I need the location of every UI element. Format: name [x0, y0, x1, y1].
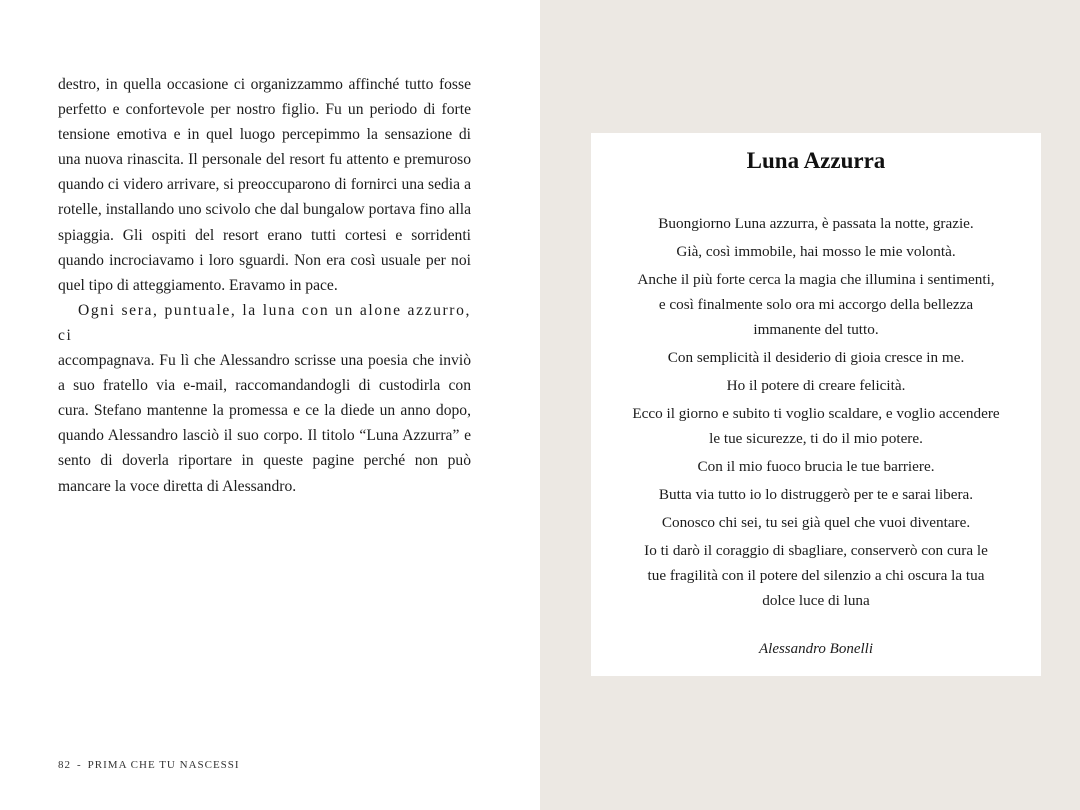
poem-stanza: [591, 401, 1041, 451]
poem-stanza: [591, 267, 1041, 342]
poem-lines: [591, 211, 1041, 616]
poem-line: tue fragilità con il potere del silenzio a chi oscura la tua: [647, 567, 985, 584]
poem-stanza: [591, 239, 1041, 264]
paragraph-2-rest: accompagnava. Fu lì che Alessandro scrisse una poesia che inviò a suo fratello via e-mail, raccomandandogli di custodirla con cura. Stefano mantenne la promessa e ce la diede un anno dopo, quando Alessandro lasciò il suo corpo. Il titolo “Luna Azzurra” e sento di doverla riportare in queste pagine perché non può mancare la voce diretta di Alessandro.: [58, 352, 471, 495]
poem-line: Con il mio fuoco brucia le tue barriere.: [697, 458, 935, 475]
poem-author: Alessandro Bonelli: [758, 641, 874, 657]
running-title: PRIMA CHE TU NASCESSI: [87, 759, 240, 771]
poem-line: Conosco chi sei, tu sei già quel che vuoi diventare.: [661, 514, 971, 531]
page-number: 82: [58, 759, 71, 771]
poem-line: Ho il potere di creare felicità.: [726, 377, 906, 394]
poem-card: [591, 133, 1041, 676]
poem-title: Luna Azzurra: [746, 148, 886, 173]
poem-stanza: [591, 538, 1041, 613]
poem-stanza: [591, 482, 1041, 507]
poem-line: Io ti darò il coraggio di sbagliare, conserverò con cura le: [644, 542, 988, 559]
poem-line: Con semplicità il desiderio di gioia cresce in me.: [667, 349, 965, 366]
poem-line: Ecco il giorno e subito ti voglio scaldare, e voglio accendere: [632, 405, 1000, 422]
poem-line: Anche il più forte cerca la magia che illumina i sentimenti,: [637, 271, 995, 288]
poem-line: le tue sicurezze, ti do il mio potere.: [709, 430, 923, 447]
footer-separator: -: [77, 759, 82, 771]
poem-line: Già, così immobile, hai mosso le mie volontà.: [676, 243, 956, 260]
poem-line: Buongiorno Luna azzurra, è passata la notte, grazie.: [658, 215, 974, 232]
body-text: [58, 72, 471, 499]
poem-line: dolce luce di luna: [762, 592, 870, 609]
poem-line: Butta via tutto io lo distruggerò per te e sarai libera.: [658, 486, 974, 503]
paragraph-1: destro, in quella occasione ci organizzammo affinché tutto fosse perfetto e confortevole per nostro figlio. Fu un periodo di forte tensione emotiva e in quel luogo percepimmo la sensazione di una nuova rinascita. Il personale del resort fu attento e premuroso quando ci videro arrivare, si preoccuparono di fornirci una sedia a rotelle, installando uno scivolo che dal bungalow portava fino alla spiaggia. Gli ospiti del resort erano tutti cortesi e sorridenti quando incrociavamo i loro sguardi. Non era così usuale per noi quel tipo di atteggiamento. Eravamo in pace.: [58, 76, 471, 294]
poem-stanza: [591, 510, 1041, 535]
poem-stanza: [591, 211, 1041, 236]
poem-line: e così finalmente solo ora mi accorgo della bellezza: [658, 296, 974, 313]
poem-line: immanente del tutto.: [753, 321, 879, 338]
poem-stanza: [591, 345, 1041, 370]
paragraph-2-first-line: Ogni sera, puntuale, la luna con un alone azzurro, ci: [58, 301, 471, 344]
poem-stanza: [591, 373, 1041, 398]
page-footer: [58, 759, 240, 771]
poem-stanza: [591, 454, 1041, 479]
